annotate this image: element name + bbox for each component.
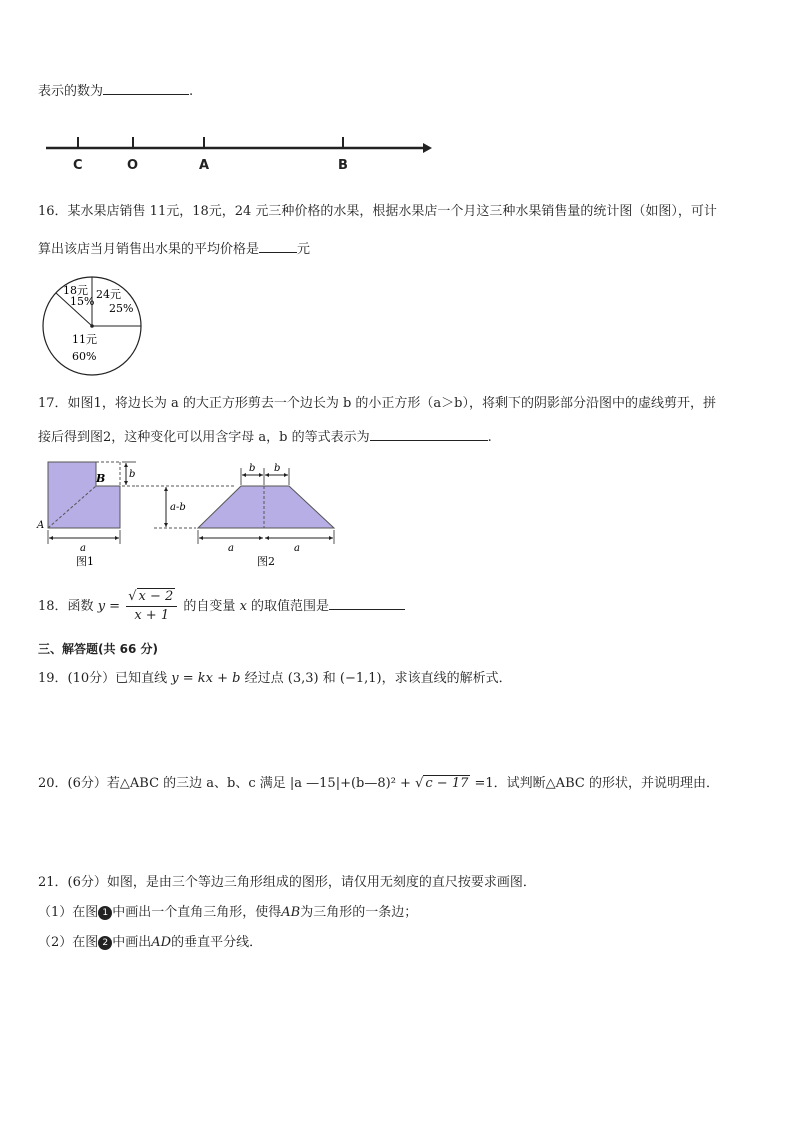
q16-line2: [38, 240, 310, 259]
q18-denominator: x + 1: [134, 608, 170, 623]
q18-var: x: [239, 599, 247, 614]
q18-fraction: [126, 588, 177, 625]
q20-sqrt: √ c − 17: [415, 776, 469, 791]
q20-line: [38, 775, 719, 793]
q19-mid: 经过点: [244, 671, 284, 686]
q17-line2-text: 接后得到图2，这种变化可以用含字母 a，b 的等式表示为: [38, 430, 370, 445]
q20-radicand: c − 17: [425, 776, 469, 791]
q15-end: .: [189, 84, 194, 99]
q20-prefix: 20．(6分）若△ABC 的三边 a、b、c 满足 |a —15|+(b—8)² +: [38, 776, 411, 791]
q16-unit: 元: [297, 242, 311, 257]
q16-line2-text: 算出该店当月销售出水果的平均价格是: [38, 242, 260, 257]
q18-suffix2: 的取值范围是: [251, 599, 330, 614]
number-line: [38, 128, 438, 180]
q21-sub1: [38, 904, 417, 922]
fig1-caption: 图1: [76, 555, 94, 568]
q18-y: y =: [97, 599, 121, 614]
q18-prefix: 18．函数: [38, 599, 94, 614]
pie-slice-18-label: 18元: [63, 284, 88, 297]
q19-prefix: 19．(10分）已知直线: [38, 671, 168, 686]
number-line-label-c: C: [73, 158, 83, 173]
fig1-label-A: A: [37, 520, 45, 531]
fig2-label-a-minus-b: a-b: [170, 502, 186, 513]
number-line-label-o: O: [127, 158, 139, 173]
pie-slice-18-percent: 15%: [70, 295, 95, 308]
q17-line1: 17．如图1，将边长为 a 的大正方形剪去一个边长为 b 的小正方形（a＞b），将剩下的阴影部分沿图中的虚线剪开，拼: [38, 396, 716, 411]
q21-sub2-post: 中画出: [112, 935, 152, 950]
figure-2: [136, 468, 334, 544]
q21-sub2-end: 的垂直平分线．: [171, 935, 263, 950]
q21-sub2-pre: （2）在图: [38, 935, 99, 950]
q19-point1: (3,3): [287, 671, 319, 686]
q18-answer-blank[interactable]: [329, 597, 405, 610]
q21-sub1-pre: （1）在图: [38, 905, 99, 920]
circled-2-icon: 2: [98, 936, 112, 950]
square-figures: [36, 458, 346, 570]
q21-sub2: [38, 934, 262, 952]
fig2-label-a1: a: [228, 543, 234, 554]
q18-suffix: 的自变量: [183, 599, 236, 614]
fig2-caption: 图2: [257, 555, 275, 568]
q19-point2: (−1,1): [339, 671, 382, 686]
number-line-label-b: B: [338, 158, 348, 173]
q21-sub2-var: AD: [151, 935, 172, 950]
number-line-label-a: A: [199, 158, 210, 173]
q17-line2: [38, 428, 492, 447]
q18-line: [38, 588, 405, 625]
pie-slice-24-percent: 25%: [109, 302, 134, 315]
q15-tail-text: 表示的数为: [38, 84, 104, 99]
q21-sub1-post: 中画出一个直角三角形，使得: [112, 905, 282, 920]
q18-numerator-radicand: x − 2: [138, 589, 174, 604]
q19-expr: y = kx + b: [171, 671, 241, 686]
figure-1: [48, 462, 136, 544]
fig1-label-B: B: [96, 472, 106, 485]
fig2-label-a2: a: [294, 543, 300, 554]
fig1-label-a: a: [80, 543, 86, 554]
q17-end: .: [487, 430, 492, 445]
q19-line: [38, 670, 512, 688]
pie-chart: [38, 276, 146, 376]
q16-answer-blank[interactable]: [259, 240, 297, 253]
q16-line1: 16．某水果店销售 11元，18元，24 元三种价格的水果，根据水果店一个月这三种水果销售量的统计图（如图），可计: [38, 204, 717, 219]
q15-answer-blank[interactable]: [103, 82, 189, 95]
q21-sub1-end: 为三角形的一条边；: [300, 905, 418, 920]
pie-slice-24-label: 24元: [96, 288, 121, 301]
q19-suffix: ，求该直线的解析式．: [381, 671, 512, 686]
pie-center: [90, 324, 94, 328]
q18-numerator: √ x − 2: [126, 588, 177, 607]
fig2-label-b1: b: [249, 463, 256, 474]
pie-slice-11-percent: 60%: [72, 350, 97, 363]
fig1-label-b: b: [129, 469, 136, 480]
q17-answer-blank[interactable]: [370, 428, 488, 441]
q19-and: 和: [322, 671, 336, 686]
fig2-label-b2: b: [274, 463, 281, 474]
q15-tail-line: [38, 82, 193, 101]
pie-slice-11-label: 11元: [72, 333, 97, 346]
circled-1-icon: 1: [98, 906, 112, 920]
section-3-title: 三、解答题(共 66 分): [38, 642, 159, 656]
q20-suffix: =1．试判断△ABC 的形状，并说明理由．: [474, 776, 719, 791]
q21-line1: 21．(6分）如图，是由三个等边三角形组成的图形，请仅用无刻度的直尺按要求画图．: [38, 875, 536, 890]
q21-sub1-var: AB: [281, 905, 301, 920]
